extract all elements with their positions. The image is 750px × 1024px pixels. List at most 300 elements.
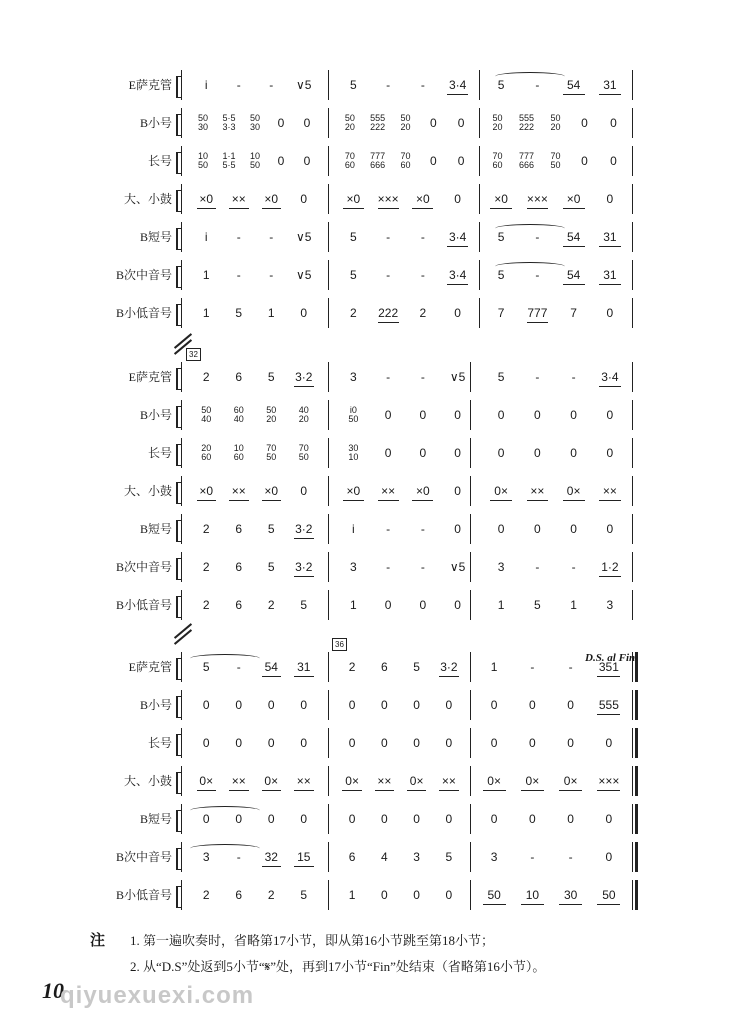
beam-underline bbox=[599, 576, 621, 577]
beam-underline bbox=[262, 866, 282, 867]
note: 3 bbox=[413, 850, 420, 864]
chord-note: 777 bbox=[370, 151, 386, 161]
beam-underline bbox=[343, 208, 364, 209]
measure bbox=[190, 552, 320, 582]
chord-note: 70 bbox=[400, 151, 411, 161]
barline bbox=[479, 146, 480, 176]
note: 0 bbox=[497, 522, 505, 536]
note: 0 bbox=[497, 408, 505, 422]
note: 3 bbox=[350, 560, 357, 574]
note: ×0 bbox=[190, 192, 223, 206]
beam-underline bbox=[407, 790, 426, 791]
measure bbox=[190, 108, 320, 138]
beam-underline bbox=[563, 246, 585, 247]
measure bbox=[475, 842, 628, 872]
note: 0 bbox=[235, 698, 243, 712]
chord-note: 222 bbox=[518, 122, 535, 132]
note: 2 bbox=[202, 370, 210, 384]
measure bbox=[336, 476, 475, 506]
note: 0 bbox=[605, 736, 613, 750]
barline bbox=[181, 690, 182, 720]
chord-note: 50 bbox=[492, 113, 503, 123]
note: 3·4 bbox=[440, 78, 475, 92]
chord-note: 60 bbox=[400, 160, 411, 170]
barline bbox=[181, 298, 182, 328]
note: ∨5 bbox=[296, 78, 312, 92]
note: 0 bbox=[610, 154, 617, 168]
chord-note: 50 bbox=[550, 160, 561, 170]
note: 3·4 bbox=[592, 370, 628, 384]
chord-note: 555 bbox=[518, 113, 535, 123]
chord-note: 666 bbox=[370, 160, 386, 170]
measure bbox=[475, 728, 628, 758]
note: 0× bbox=[190, 774, 223, 788]
note: 0 bbox=[534, 446, 541, 460]
barline bbox=[181, 552, 182, 582]
note: 0 bbox=[384, 446, 392, 460]
barline bbox=[479, 70, 480, 100]
note: ∨5 bbox=[296, 268, 312, 282]
chord-note: 70 bbox=[492, 151, 503, 161]
note: 31 bbox=[592, 268, 628, 282]
note: ×× bbox=[223, 774, 256, 788]
note: 2 bbox=[348, 660, 356, 674]
instrument-label: B小低音号 bbox=[115, 888, 172, 902]
note: 50 bbox=[475, 888, 513, 902]
note: - bbox=[386, 522, 391, 536]
note: 6 bbox=[235, 888, 243, 902]
staff-row bbox=[0, 766, 750, 796]
note: 0 bbox=[429, 116, 437, 130]
barline bbox=[328, 146, 329, 176]
barline bbox=[328, 880, 329, 910]
beam-underline bbox=[197, 208, 217, 209]
staff-row bbox=[0, 590, 750, 620]
barline bbox=[328, 108, 329, 138]
note: 351 bbox=[590, 660, 628, 674]
note: 54 bbox=[556, 268, 592, 282]
note: 0 bbox=[454, 484, 461, 498]
note: 0 bbox=[381, 888, 388, 902]
note: 0 bbox=[445, 736, 453, 750]
measure bbox=[190, 880, 320, 910]
beam-underline bbox=[447, 246, 468, 247]
note: 0 bbox=[454, 408, 461, 422]
chord-note: 666 bbox=[518, 160, 535, 170]
note bbox=[336, 406, 371, 424]
beam-underline bbox=[490, 208, 512, 209]
chord-note: 5·5 bbox=[222, 113, 236, 123]
note: 2 bbox=[202, 598, 210, 612]
note: - bbox=[535, 78, 540, 92]
note: 0 bbox=[454, 522, 461, 536]
note: 0 bbox=[570, 446, 577, 460]
barline bbox=[328, 184, 329, 214]
barline bbox=[328, 70, 329, 100]
notes-label: 注 bbox=[90, 933, 106, 949]
instrument-label: B小号 bbox=[139, 698, 172, 712]
note: ×0 bbox=[556, 192, 592, 206]
beam-underline bbox=[563, 94, 585, 95]
beam-underline bbox=[599, 246, 621, 247]
staff-row bbox=[0, 298, 750, 328]
note: 1 bbox=[570, 598, 577, 612]
measure bbox=[336, 70, 475, 100]
note: - bbox=[571, 560, 576, 574]
chord-note: 50 bbox=[550, 113, 561, 123]
staff-row bbox=[0, 362, 750, 392]
note: 1 bbox=[202, 268, 210, 282]
beam-underline bbox=[229, 790, 249, 791]
note: 0 bbox=[413, 698, 420, 712]
measure bbox=[190, 260, 320, 290]
measure bbox=[483, 514, 628, 544]
note bbox=[223, 444, 256, 462]
beam-underline bbox=[375, 790, 394, 791]
measure bbox=[483, 590, 628, 620]
note: 54 bbox=[255, 660, 288, 674]
note bbox=[392, 114, 420, 132]
chord-note: 1·1 bbox=[222, 151, 236, 161]
beam-underline bbox=[294, 676, 314, 677]
note bbox=[190, 406, 223, 424]
instrument-label: B次中音号 bbox=[115, 850, 172, 864]
note: 555 bbox=[590, 698, 628, 712]
barline bbox=[181, 766, 182, 796]
note: - bbox=[236, 230, 241, 244]
barline bbox=[632, 552, 633, 582]
note: 2 bbox=[202, 560, 210, 574]
barline bbox=[328, 260, 329, 290]
beam-underline bbox=[483, 904, 506, 905]
note: 0 bbox=[454, 446, 461, 460]
beam-underline bbox=[262, 208, 282, 209]
note: 0 bbox=[300, 306, 308, 320]
staff-row bbox=[0, 438, 750, 468]
note: 0 bbox=[413, 736, 420, 750]
barline bbox=[632, 362, 633, 392]
slur bbox=[190, 654, 260, 663]
note: ××× bbox=[371, 192, 406, 206]
note: 0 bbox=[413, 888, 420, 902]
measure bbox=[190, 184, 320, 214]
note: - bbox=[269, 268, 274, 282]
note bbox=[512, 114, 541, 132]
beam-underline bbox=[294, 576, 314, 577]
barline bbox=[181, 260, 182, 290]
barline bbox=[328, 400, 329, 430]
barline bbox=[479, 260, 480, 290]
note: 0 bbox=[348, 736, 356, 750]
measure bbox=[483, 476, 628, 506]
measure bbox=[483, 362, 628, 392]
note: 0× bbox=[401, 774, 433, 788]
measure bbox=[336, 590, 475, 620]
note: 5 bbox=[202, 660, 210, 674]
note: ××× bbox=[519, 192, 555, 206]
barline bbox=[632, 260, 633, 290]
beam-underline bbox=[527, 500, 549, 501]
note: 0 bbox=[529, 698, 536, 712]
note: 3·4 bbox=[440, 268, 475, 282]
beam-underline bbox=[597, 790, 620, 791]
measure bbox=[475, 880, 628, 910]
chord-note: 20 bbox=[266, 414, 277, 424]
beam-underline bbox=[483, 790, 506, 791]
chord-note: 30 bbox=[249, 122, 260, 132]
measure bbox=[336, 184, 475, 214]
measure bbox=[483, 108, 628, 138]
note: 7 bbox=[570, 306, 577, 320]
note: 5 bbox=[300, 598, 308, 612]
measure bbox=[336, 146, 475, 176]
chord-note: 30 bbox=[197, 122, 208, 132]
measure bbox=[475, 766, 628, 796]
note: - bbox=[236, 660, 241, 674]
measure bbox=[190, 766, 320, 796]
note: - bbox=[269, 78, 274, 92]
note bbox=[483, 152, 512, 170]
note: 0 bbox=[581, 154, 588, 168]
note: 1 bbox=[490, 660, 498, 674]
note: 1 bbox=[202, 306, 210, 320]
note: ×0 bbox=[336, 192, 371, 206]
note bbox=[255, 444, 288, 462]
barline bbox=[632, 298, 633, 328]
barline bbox=[181, 184, 182, 214]
barline bbox=[181, 70, 182, 100]
barline bbox=[328, 438, 329, 468]
note bbox=[336, 444, 371, 462]
beam-underline bbox=[597, 676, 620, 677]
note: 0 bbox=[303, 116, 311, 130]
note: - bbox=[571, 370, 576, 384]
chord-note: 50 bbox=[266, 452, 277, 462]
note: 1·2 bbox=[592, 560, 628, 574]
barline bbox=[632, 476, 633, 506]
note: 0× bbox=[513, 774, 551, 788]
beam-underline bbox=[439, 676, 458, 677]
chord-note: 20 bbox=[550, 122, 561, 132]
note bbox=[190, 152, 216, 170]
note: 0 bbox=[454, 306, 461, 320]
barline bbox=[470, 804, 471, 834]
slur bbox=[495, 72, 565, 81]
staff-row bbox=[0, 146, 750, 176]
measure bbox=[336, 298, 475, 328]
note: 0 bbox=[490, 812, 498, 826]
beam-underline bbox=[343, 500, 364, 501]
barline bbox=[470, 728, 471, 758]
barline bbox=[328, 728, 329, 758]
beam-underline bbox=[378, 322, 399, 323]
instrument-label: E萨克管 bbox=[128, 370, 172, 384]
note: 0× bbox=[483, 484, 519, 498]
note bbox=[512, 152, 541, 170]
note: 5 bbox=[497, 78, 505, 92]
note: 5 bbox=[267, 560, 275, 574]
note: 0 bbox=[267, 812, 275, 826]
slur bbox=[190, 806, 260, 815]
measure bbox=[336, 552, 475, 582]
note: 0 bbox=[419, 408, 427, 422]
chord-note: 60 bbox=[492, 160, 503, 170]
measure bbox=[336, 690, 465, 720]
note: 6 bbox=[348, 850, 356, 864]
barline bbox=[328, 842, 329, 872]
beam-underline bbox=[599, 94, 621, 95]
chord-note: 10 bbox=[197, 151, 208, 161]
note: 0 bbox=[235, 736, 243, 750]
note: 3·2 bbox=[288, 560, 321, 574]
chord-note: 10 bbox=[233, 443, 244, 453]
note bbox=[336, 152, 364, 170]
barline bbox=[479, 298, 480, 328]
beam-underline bbox=[378, 208, 399, 209]
barline bbox=[181, 146, 182, 176]
chord-note: 10 bbox=[249, 151, 260, 161]
system-separator-mark bbox=[172, 626, 192, 640]
note: 0× bbox=[255, 774, 288, 788]
note: - bbox=[530, 660, 535, 674]
note: i bbox=[352, 522, 355, 536]
note: 5 bbox=[413, 660, 420, 674]
note: 31 bbox=[592, 230, 628, 244]
measure bbox=[483, 298, 628, 328]
barline bbox=[328, 804, 329, 834]
final-barline bbox=[632, 690, 638, 720]
barline bbox=[479, 184, 480, 214]
note: 0 bbox=[606, 446, 614, 460]
note: 0 bbox=[300, 698, 308, 712]
note: - bbox=[568, 660, 573, 674]
instrument-label: B短号 bbox=[139, 522, 172, 536]
barline bbox=[181, 362, 182, 392]
note: 54 bbox=[556, 230, 592, 244]
note: 2 bbox=[419, 306, 427, 320]
chord-note: 60 bbox=[344, 160, 355, 170]
note: - bbox=[386, 370, 391, 384]
beam-underline bbox=[563, 284, 585, 285]
beam-underline bbox=[294, 790, 314, 791]
beam-underline bbox=[294, 866, 314, 867]
note: 0 bbox=[202, 736, 210, 750]
note: 4 bbox=[381, 850, 388, 864]
note: 15 bbox=[288, 850, 321, 864]
measure bbox=[336, 362, 475, 392]
barline bbox=[632, 222, 633, 252]
measure bbox=[336, 804, 465, 834]
measure bbox=[336, 260, 475, 290]
note: - bbox=[530, 850, 535, 864]
note: ×× bbox=[223, 484, 256, 498]
staff-row bbox=[0, 880, 750, 910]
note: 50 bbox=[590, 888, 628, 902]
note: 1 bbox=[350, 598, 357, 612]
beam-underline bbox=[342, 790, 361, 791]
note: 0 bbox=[277, 154, 285, 168]
chord-note: 50 bbox=[249, 160, 260, 170]
note: 5 bbox=[350, 78, 357, 92]
note: 0 bbox=[267, 736, 275, 750]
note: 0 bbox=[445, 698, 453, 712]
measure bbox=[190, 690, 320, 720]
staff-row bbox=[0, 70, 750, 100]
note: 0 bbox=[419, 446, 427, 460]
note bbox=[288, 444, 321, 462]
note: 0 bbox=[454, 192, 461, 206]
barline bbox=[328, 590, 329, 620]
note: i bbox=[204, 78, 208, 92]
barline bbox=[181, 438, 182, 468]
note: 0 bbox=[497, 446, 505, 460]
note: 0 bbox=[570, 408, 577, 422]
note: 0 bbox=[606, 192, 614, 206]
beam-underline bbox=[599, 500, 621, 501]
barline bbox=[470, 652, 471, 682]
barline bbox=[632, 146, 633, 176]
chord-note: 50 bbox=[344, 113, 355, 123]
note: - bbox=[420, 230, 425, 244]
note: - bbox=[535, 230, 540, 244]
barline bbox=[328, 552, 329, 582]
measure bbox=[190, 590, 320, 620]
beam-underline bbox=[559, 790, 582, 791]
note: - bbox=[420, 268, 425, 282]
instrument-label: B小低音号 bbox=[115, 306, 172, 320]
measure bbox=[190, 438, 320, 468]
note: 1 bbox=[267, 306, 275, 320]
chord-note: i0 bbox=[349, 405, 357, 415]
note: 0 bbox=[202, 812, 210, 826]
instrument-label: B次中音号 bbox=[115, 560, 172, 574]
note: 1 bbox=[497, 598, 505, 612]
note: 6 bbox=[235, 522, 243, 536]
beam-underline bbox=[412, 500, 433, 501]
note: ×0 bbox=[255, 484, 288, 498]
note: 0 bbox=[445, 888, 453, 902]
chord-note: 5·5 bbox=[222, 160, 236, 170]
barline bbox=[328, 690, 329, 720]
slur bbox=[190, 844, 260, 853]
note: ×× bbox=[519, 484, 555, 498]
note bbox=[242, 152, 268, 170]
barline bbox=[470, 842, 471, 872]
note: 0 bbox=[457, 116, 465, 130]
note: 0 bbox=[445, 812, 453, 826]
note: 5 bbox=[497, 230, 505, 244]
staff-row bbox=[0, 804, 750, 834]
note bbox=[216, 114, 242, 132]
note bbox=[190, 444, 223, 462]
chord-note: 50 bbox=[400, 113, 411, 123]
note bbox=[223, 406, 256, 424]
measure bbox=[336, 400, 475, 430]
measure bbox=[336, 438, 475, 468]
note: 2 bbox=[202, 522, 210, 536]
note: 0 bbox=[381, 736, 388, 750]
note: 0 bbox=[606, 522, 614, 536]
barline bbox=[181, 476, 182, 506]
final-barline bbox=[632, 880, 638, 910]
beam-underline bbox=[521, 790, 544, 791]
note: ×× bbox=[433, 774, 465, 788]
note: 0 bbox=[384, 598, 392, 612]
note: 0 bbox=[277, 116, 285, 130]
chord-note: 40 bbox=[298, 405, 309, 415]
barline bbox=[181, 514, 182, 544]
chord-note: 20 bbox=[201, 443, 212, 453]
